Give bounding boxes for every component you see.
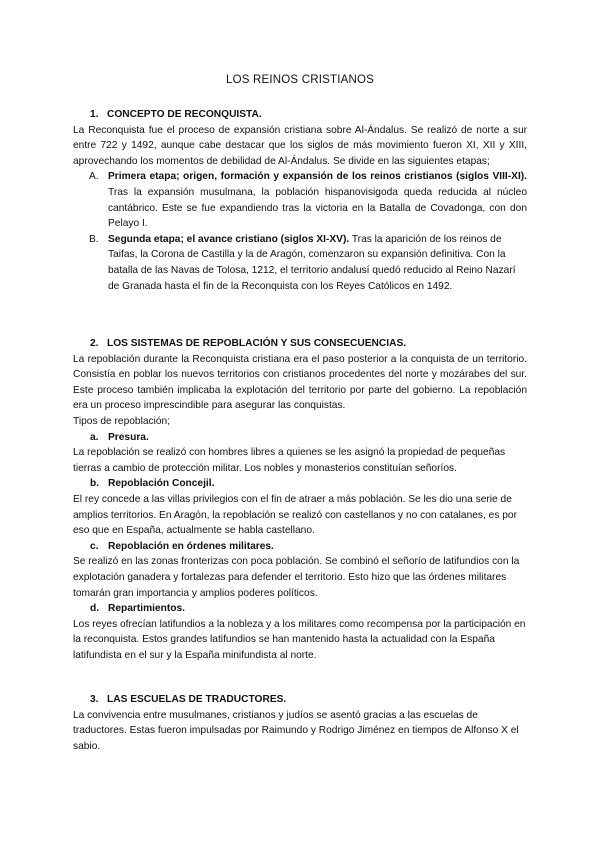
- section-traductores: [73, 692, 527, 754]
- type-paragraph: La repoblación se realizó con hombres libres a quienes se les asignó la propiedad de pequeñas tierras a cambio de protección militar. Los nobles y monasterios constituían señoríos.: [73, 447, 506, 474]
- type-paragraph: El rey concede a las villas privilegios con el fin de atraer a más población. Se les dio una serie de amplios territorios. En Aragón, la repoblación se realizó con castellanos y no con catalanes, es por eso que en España, actualmente se habla castellano.: [73, 493, 517, 537]
- section-heading: [73, 692, 527, 708]
- section-title: LAS ESCUELAS DE TRADUCTORES.: [107, 694, 287, 705]
- stage-text: Tras la aparición de los reinos de Taifas, la Corona de Castilla y la de Aragón, comenzaron su expansión definitiva. Con la batalla de las Navas de Tolosa, 1212, el territorio andalusí quedó reducido al Reino Nazarí de Granada hasta el fin de la Reconquista con los Reyes Católicos en 1492.: [108, 233, 516, 292]
- section-paragraph: La repoblación durante la Reconquista cristiana era el paso posterior a la conquista de un territorio. Consistía en poblar los nuevos territorios con cristianos procedentes del norte y mozárabes del sur. Este proceso también implicaba la explotación del territorio por parte del gobierno. La repoblación era un proceso imprescindible para asegurar las conquistas.: [73, 353, 527, 412]
- type-heading: d. Repartimientos.: [90, 603, 185, 615]
- type-paragraph: Se realizó en las zonas fronterizas con poca población. Se combinó el señorío de latifundios con la explotación ganadera y fortalezas para defender el territorio. Esto hizo que las órdenes militares tomarán gran importancia y amplios poderes políticos.: [73, 556, 520, 599]
- section-reconquista: [73, 107, 527, 294]
- stage-title: Primera etapa; origen, formación y expansión de los reinos cristianos (siglos VIII-XI).: [108, 171, 527, 183]
- section-title: CONCEPTO DE RECONQUISTA.: [107, 109, 262, 120]
- stage-title: Segunda etapa; el avance cristiano (siglos XI-XV).: [108, 233, 350, 245]
- section-number: 3.: [90, 694, 99, 705]
- section-heading: [73, 107, 527, 123]
- section-paragraph: La Reconquista fue el proceso de expansión cristiana sobre Al-Ándalus. Se realizó de norte a sur entre 722 y 1492, aunque cabe destacar que los siglos de más movimiento fueron XI, XII y XIII, aprovechando los momentos de debilidad de Al-Ándalus. Se divide en las siguientes etapas;: [73, 124, 527, 167]
- stage-letter: A.: [89, 171, 99, 183]
- section-heading: [73, 336, 527, 352]
- stage-item: [73, 169, 527, 231]
- document-title: LOS REINOS CRISTIANOS: [226, 74, 374, 86]
- stage-item: [73, 232, 527, 294]
- type-paragraph: Los reyes ofrecían latifundios a la nobleza y a los militares como recompensa por la participación en la reconquista. Estos grandes latifundios se han mantenido hasta la actualidad con la España latifundista en el sur y la España minifundista al norte.: [73, 618, 526, 661]
- type-heading: c. Repoblación en órdenes militares.: [90, 540, 274, 552]
- type-heading: b. Repoblación Concejil.: [90, 478, 215, 490]
- stage-letter: B.: [89, 233, 99, 245]
- section-number: 2.: [90, 338, 99, 349]
- section-paragraph: La convivencia entre musulmanes, cristianos y judíos se asentó gracias a las escuelas de traductores. Estas fueron impulsadas por Raimundo y Rodrigo Jiménez en tiempos de Alfonso X el sabio.: [73, 709, 519, 752]
- stage-text: Tras la expansión musulmana, la población hispanovisigoda queda reducida al núcleo cantábrico. Este se fue expandiendo tras la victoria en la Batalla de Covadonga, con don Pelayo I.: [108, 186, 527, 230]
- types-label: Tipos de repoblación;: [73, 415, 171, 427]
- section-title: LOS SISTEMAS DE REPOBLACIÓN Y SUS CONSECUENCIAS.: [107, 338, 407, 349]
- section-repoblacion: [73, 336, 527, 663]
- section-number: 1.: [90, 109, 99, 120]
- type-heading: a. Presura.: [90, 431, 149, 443]
